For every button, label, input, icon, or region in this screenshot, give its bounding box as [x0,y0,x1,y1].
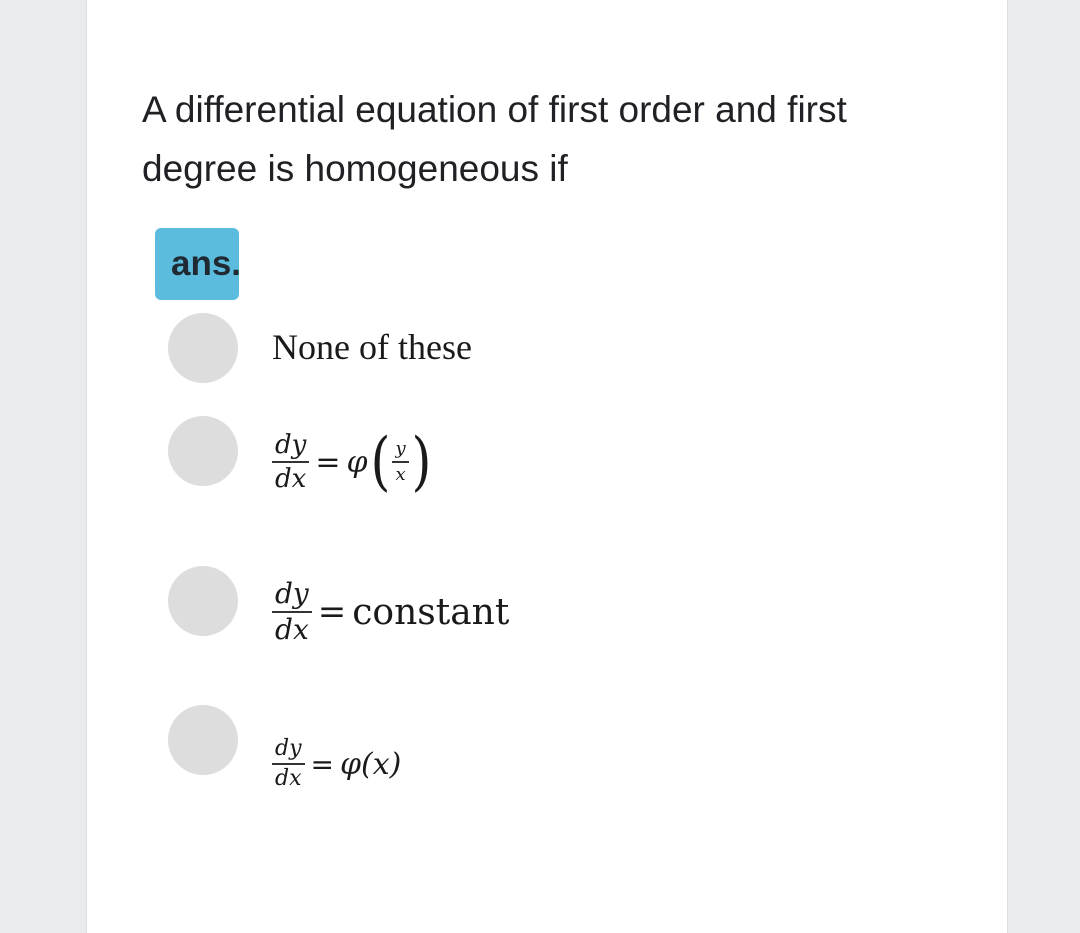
option-3-equation [272,577,510,646]
fraction-bar [272,763,305,765]
option-2-derivative [272,432,309,492]
equals-sign: = [317,592,347,632]
option-3-rhs: constant [352,591,510,633]
option-2-equation [272,425,434,499]
question-text: A differential equation of first order and first degree is homogeneous if [142,89,847,189]
option-2-denominator: dx [275,464,307,494]
option-1-radio[interactable] [168,313,238,383]
option-2-arg-denominator: x [395,464,406,485]
option-4-radio[interactable] [168,705,238,775]
option-2-argument [368,425,434,499]
option-1-text: None of these [272,327,472,367]
phi-symbol: φ [346,444,368,480]
option-2-arg-fraction [392,440,408,484]
equals-sign: = [310,747,334,781]
left-paren: ( [369,425,390,499]
option-2-numerator: dy [275,430,307,460]
option-4-rhs: φ(x) [339,746,402,782]
fraction-bar [392,461,408,463]
option-3-denominator: dx [275,613,309,646]
option-3-radio[interactable] [168,566,238,636]
answer-label: ans. [171,244,242,283]
fraction-bar [272,461,309,463]
equals-sign: = [315,444,341,480]
option-4-equation [272,738,401,790]
option-4-derivative [272,738,305,790]
right-paren: ) [411,425,432,499]
option-4-numerator: dy [275,736,302,761]
option-3-numerator: dy [275,577,309,610]
option-3-derivative [272,577,312,646]
option-2-arg-numerator: y [395,438,406,459]
option-2-radio[interactable] [168,416,238,486]
option-4-denominator: dx [275,766,302,791]
